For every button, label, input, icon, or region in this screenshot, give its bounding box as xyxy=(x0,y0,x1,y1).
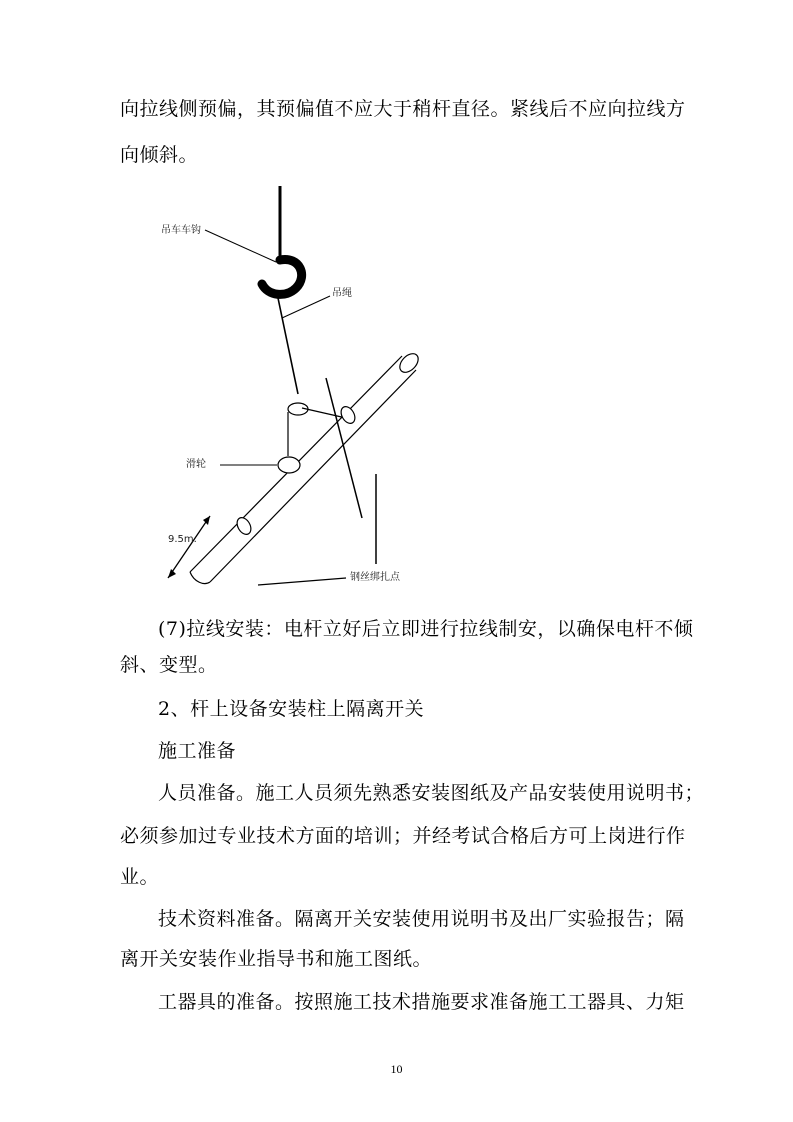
crane-hook xyxy=(262,259,302,294)
paragraph-line: 离开关安装作业指导书和施工图纸。 xyxy=(120,948,433,970)
paragraph-line: 工器具的准备。按照施工技术措施要求准备施工工器具、力矩 xyxy=(158,991,685,1013)
rope-label-leader xyxy=(282,296,330,318)
subsection-heading: 施工准备 xyxy=(158,740,237,762)
guy-wire xyxy=(326,378,362,518)
paragraph-line: (7)拉线安装：电杆立好后立即进行拉线制安，以确保电杆不倾 xyxy=(158,618,694,640)
pole-collar xyxy=(338,404,357,426)
paragraph-line: 斜、变型。 xyxy=(120,654,218,676)
page-number: 10 xyxy=(390,1062,403,1076)
rope-label: 吊绳 xyxy=(332,288,352,299)
sling-line xyxy=(302,408,346,418)
pole-lifting-diagram xyxy=(150,180,480,595)
distance-label: 9.5m. xyxy=(168,534,197,545)
paragraph-line: 向倾斜。 xyxy=(120,144,199,166)
paragraph-line: 必须参加过专业技术方面的培训；并经考试合格后方可上岗进行作 xyxy=(120,825,686,847)
pole-edge xyxy=(210,370,416,582)
paragraph-line: 人员准备。施工人员须先熟悉安装图纸及产品安装使用说明书； xyxy=(158,782,705,804)
section-heading: 2、杆上设备安装柱上隔离开关 xyxy=(158,698,425,720)
paragraph-line: 向拉线侧预偏，其预偏值不应大于稍杆直径。紧线后不应向拉线方 xyxy=(120,98,686,120)
pole-collar xyxy=(234,515,253,537)
pulley xyxy=(278,457,300,473)
hook-label-leader xyxy=(205,230,276,262)
tie-label-leader xyxy=(258,578,346,585)
distance-arrow xyxy=(168,516,210,578)
pole-top-end xyxy=(396,350,421,376)
paragraph-line: 业。 xyxy=(120,866,160,888)
diagram-drawing xyxy=(150,180,480,595)
pulley-label: 滑轮 xyxy=(186,459,206,470)
arrow-head xyxy=(168,569,176,578)
tie-point-label: 钢丝绑扎点 xyxy=(350,572,400,583)
paragraph-line: 技术资料准备。隔离开关安装使用说明书及出厂实验报告；隔 xyxy=(158,908,685,930)
pole-bottom-end xyxy=(190,572,210,584)
hook-label: 吊车车钩 xyxy=(161,225,201,236)
